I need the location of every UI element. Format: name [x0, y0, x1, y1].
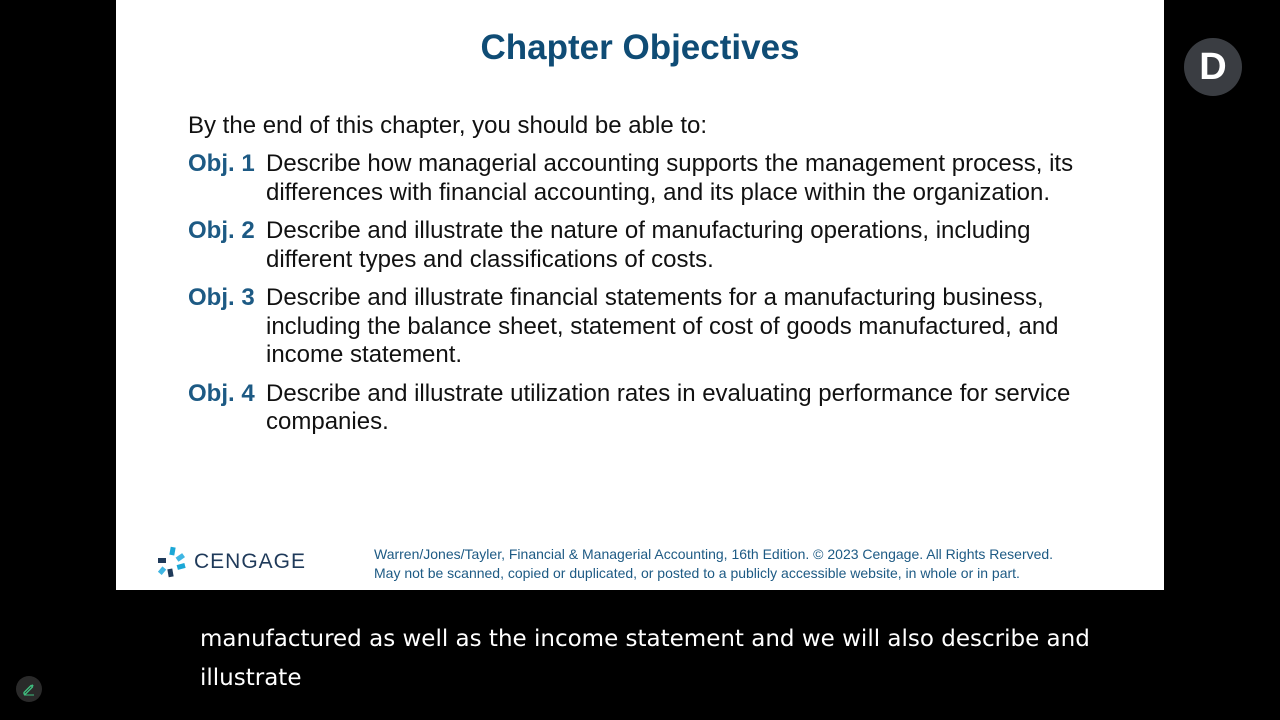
user-avatar[interactable]: D	[1184, 38, 1242, 96]
caption-line: illustrate	[200, 665, 302, 691]
cengage-logo	[156, 545, 306, 579]
objective-label: Obj. 2	[188, 217, 255, 244]
objective-label: Obj. 4	[188, 379, 255, 407]
subtitle-caption	[200, 620, 1120, 698]
objective-text: Describe and illustrate utilization rates in evaluating performance for service companies.	[266, 379, 1071, 435]
cengage-logo-icon	[156, 546, 188, 578]
copyright-line: Warren/Jones/Tayler, Financial & Managerial Accounting, 16th Edition. © 2023 Cengage. All Rights Reserved.	[374, 546, 1054, 562]
objective-item	[188, 217, 1108, 274]
objective-text: Describe and illustrate financial statements for a manufacturing business, including the balance sheet, statement of cost of goods manufactured, and income statement.	[266, 284, 1059, 368]
intro-text: By the end of this chapter, you should be able to:	[188, 112, 708, 139]
edit-button[interactable]	[16, 676, 42, 702]
caption-line: manufactured as well as the income statement and we will also describe and	[200, 626, 1090, 652]
copyright-notice	[374, 545, 1053, 583]
presentation-slide	[116, 0, 1164, 590]
objective-text: Describe and illustrate the nature of manufacturing operations, including different types and classifications of costs.	[266, 217, 1031, 273]
objective-item	[188, 284, 1108, 370]
objective-text: Describe how managerial accounting supports the management process, its differences with financial accounting, and its place within the organization.	[266, 150, 1074, 206]
logo-text: CENGAGE	[194, 550, 307, 573]
objectives-list	[188, 150, 1108, 447]
pencil-icon	[22, 682, 36, 696]
objective-label: Obj. 1	[188, 150, 255, 177]
objective-label: Obj. 3	[188, 284, 255, 311]
slide-title: Chapter Objectives	[480, 28, 800, 67]
objective-item	[188, 150, 1108, 207]
objective-item	[188, 380, 1108, 437]
copyright-line: May not be scanned, copied or duplicated, or posted to a publicly accessible website, in whole or in part.	[374, 565, 1020, 581]
